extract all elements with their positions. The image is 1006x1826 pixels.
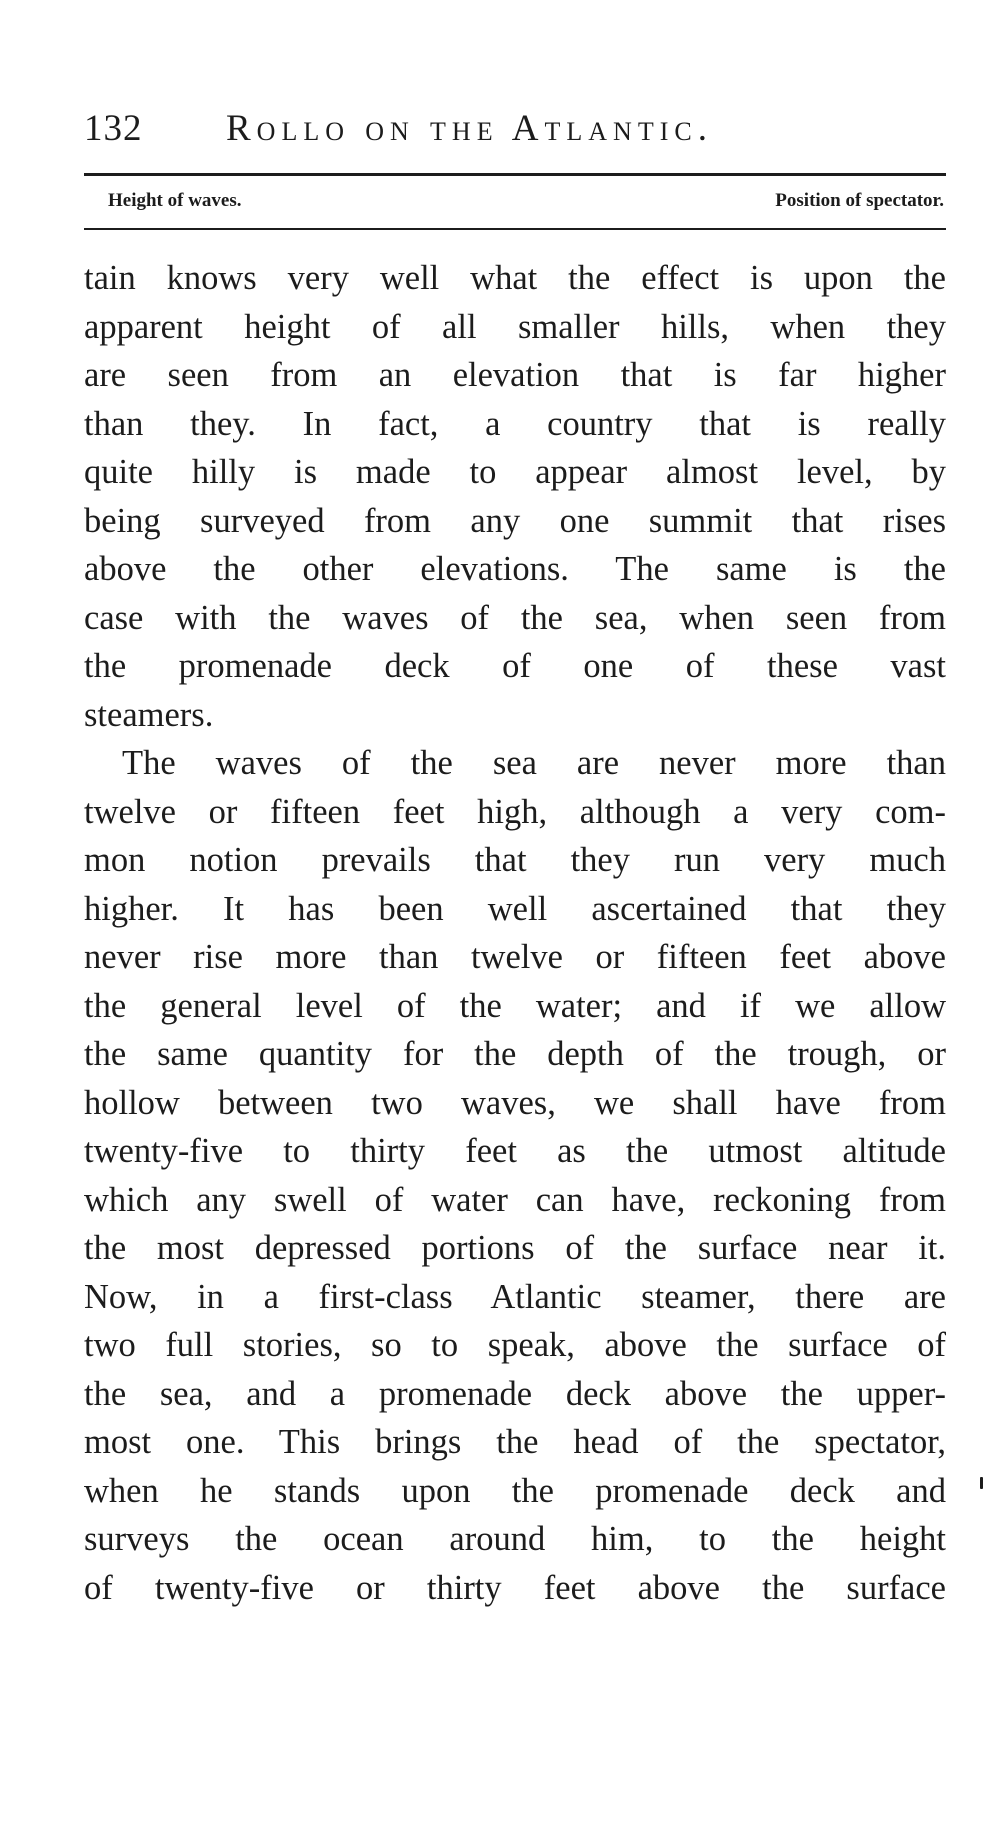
paragraph-start-line: The waves of the sea are never more than: [122, 744, 946, 782]
running-head: [84, 104, 944, 154]
page-number: 132: [84, 108, 143, 149]
text-line: the sea, and a promenade deck above the upper-: [84, 1374, 946, 1413]
text-line: twenty-five to thirty feet as the utmost altitude: [84, 1132, 946, 1170]
text-line: than they. In fact, a country that is really: [84, 404, 946, 443]
text-line: quite hilly is made to appear almost level, by: [84, 453, 946, 491]
subheading-left: Height of waves.: [108, 190, 242, 211]
text-line: the most depressed portions of the surface near it.: [84, 1229, 946, 1267]
text-line: are seen from an elevation that is far higher: [84, 356, 946, 394]
text-line: the promenade deck of one of these vast: [84, 647, 946, 685]
text-line: higher. It has been well ascertained that they: [84, 889, 946, 928]
text-line: when he stands upon the promenade deck and: [84, 1471, 946, 1510]
text-line: tain knows very well what the effect is upon the: [84, 259, 946, 297]
text-line: Now, in a first-class Atlantic steamer, there are: [84, 1277, 946, 1316]
text-line: the same quantity for the depth of the trough, or: [84, 1035, 946, 1073]
text-line: never rise more than twelve or fifteen feet above: [84, 938, 946, 976]
text-line: being surveyed from any one summit that rises: [84, 501, 946, 540]
text-line: the general level of the water; and if we allow: [84, 986, 946, 1025]
text-line: steamers.: [84, 695, 214, 734]
text-line: hollow between two waves, we shall have from: [84, 1083, 946, 1122]
text-line: most one. This brings the head of the spectator,: [84, 1423, 946, 1461]
subheading-right: Position of spectator.: [775, 190, 944, 211]
text-line: twelve or fifteen feet high, although a very com-: [84, 792, 946, 831]
margin-mark: [980, 1477, 983, 1489]
text-line: which any swell of water can have, reckoning from: [84, 1180, 946, 1219]
text-line: mon notion prevails that they run very much: [84, 841, 946, 879]
header-rule-top: [84, 173, 946, 176]
running-title: Rollo on the Atlantic.: [226, 108, 713, 149]
text-line: above the other elevations. The same is the: [84, 550, 946, 588]
text-line: apparent height of all smaller hills, when they: [84, 307, 946, 346]
body-text: [84, 254, 946, 1612]
text-line: of twenty-five or thirty feet above the surface: [84, 1568, 946, 1607]
header-rule-bottom: [84, 228, 946, 230]
text-line: surveys the ocean around him, to the height: [84, 1520, 946, 1558]
text-line: two full stories, so to speak, above the surface of: [84, 1326, 946, 1364]
text-line: case with the waves of the sea, when seen from: [84, 598, 946, 637]
